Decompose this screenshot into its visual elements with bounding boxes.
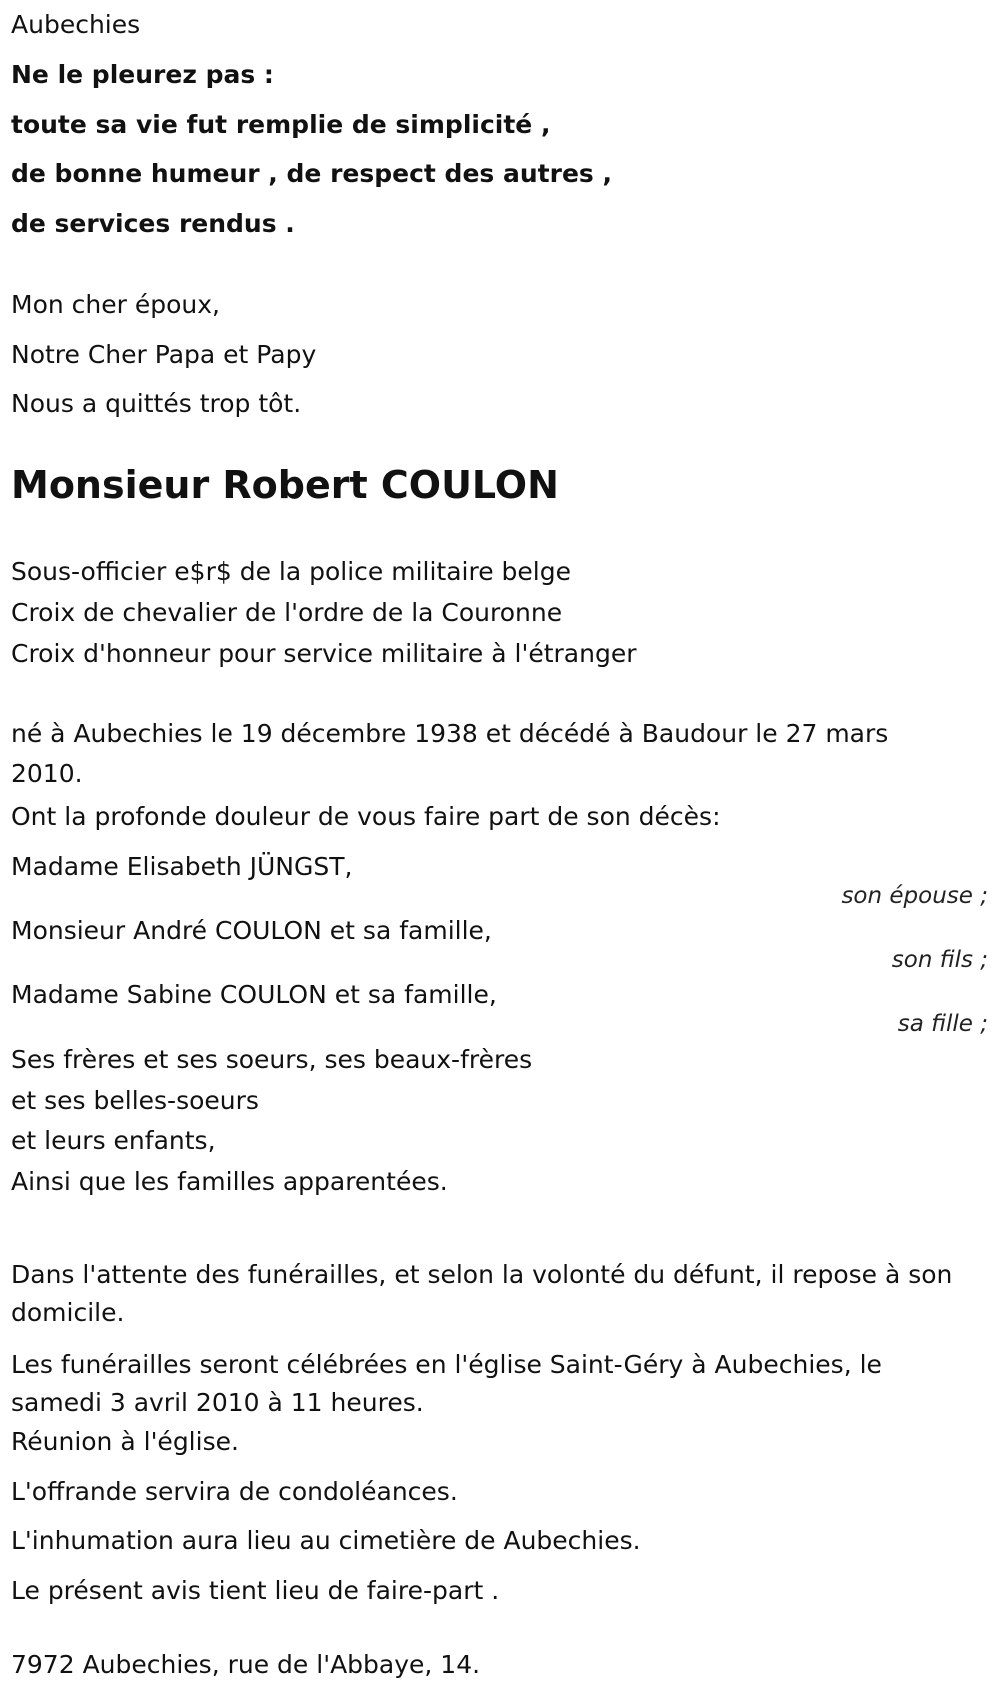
relative-relation: son fils ; [891, 947, 988, 973]
poem-line: Ne le pleurez pas : [11, 60, 274, 89]
siblings-line: Ainsi que les familles apparentées. [11, 1166, 448, 1196]
intro-line: Nous a quittés trop tôt. [11, 389, 302, 418]
poem-block [11, 58, 612, 256]
note-line: L'offrande servira de condoléances. [11, 1476, 458, 1506]
siblings-block [11, 1043, 532, 1205]
location-heading: Aubechies [11, 10, 141, 39]
relative-relation: sa fille ; [897, 1011, 988, 1037]
relative-name: Monsieur André COULON et sa famille, [11, 916, 492, 945]
poem-line: toute sa vie fut remplie de simplicité , [11, 109, 551, 139]
siblings-line: Ses frères et ses soeurs, ses beaux-frères [11, 1045, 533, 1074]
intro-block [11, 288, 316, 437]
deceased-name: Monsieur Robert COULON [11, 463, 559, 507]
poem-line: de bonne humeur , de respect des autres , [11, 159, 612, 188]
note-line: Le présent avis tient lieu de faire-part . [11, 1575, 500, 1605]
note-line: L'inhumation aura lieu au cimetière de Aubechies. [11, 1526, 641, 1555]
announcement-text: Ont la profonde douleur de vous faire part de son décès: [11, 802, 721, 831]
title-line: Croix d'honneur pour service militaire à l'étranger [11, 639, 637, 668]
siblings-line: et leurs enfants, [11, 1126, 216, 1155]
relative-relation: son épouse ; [841, 883, 988, 909]
title-line: Croix de chevalier de l'ordre de la Couronne [11, 598, 563, 627]
notes-block [11, 1425, 641, 1623]
relative-name: Madame Elisabeth JÜNGST, [11, 852, 353, 881]
intro-line: Notre Cher Papa et Papy [11, 339, 317, 369]
siblings-line: et ses belles-soeurs [11, 1085, 259, 1115]
repose-text: Dans l'attente des funérailles, et selon la volonté du défunt, il repose à son domicile. [11, 1260, 953, 1327]
poem-line: de services rendus . [11, 208, 295, 238]
intro-line: Mon cher époux, [11, 290, 220, 319]
birth-death-text: né à Aubechies le 19 décembre 1938 et décédé à Baudour le 27 mars 2010. [11, 719, 889, 788]
title-line: Sous-officier e$r$ de la police militaire belge [11, 557, 571, 586]
titles-block [11, 555, 636, 678]
address-text: 7972 Aubechies, rue de l'Abbaye, 14. [11, 1650, 481, 1679]
funeral-text: Les funérailles seront célébrées en l'église Saint-Géry à Aubechies, le samedi 3 avril 2010 à 11 heures. [11, 1350, 882, 1417]
note-line: Réunion à l'église. [11, 1427, 239, 1456]
relative-name: Madame Sabine COULON et sa famille, [11, 980, 497, 1009]
